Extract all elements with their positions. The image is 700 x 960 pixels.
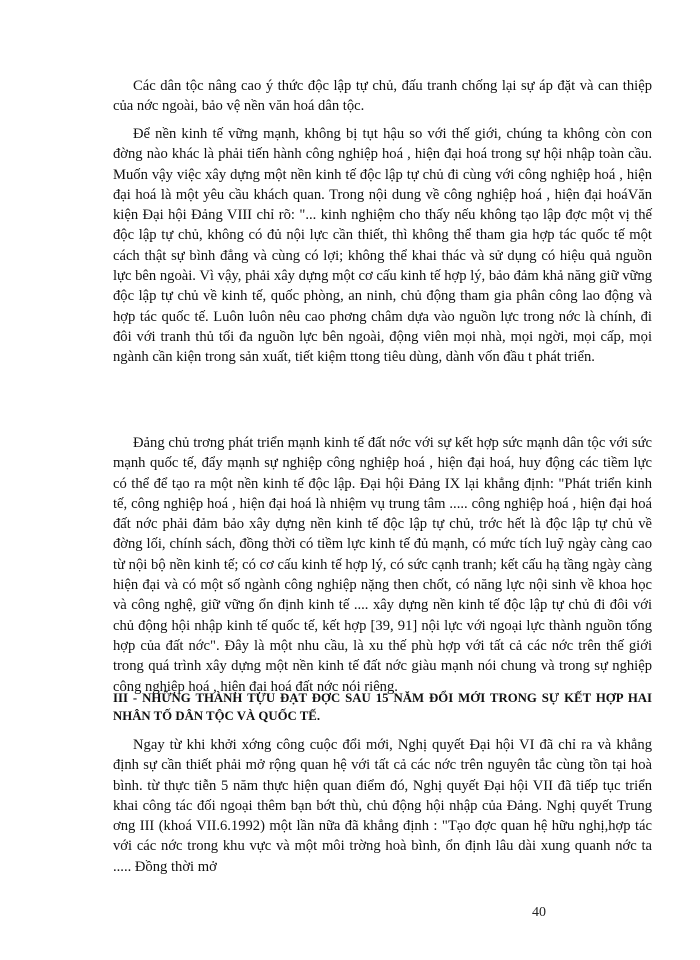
section-heading: III - NHỮNG THÀNH TỰU ĐẠT ĐỢC SAU 15 NĂM ĐỔI MỚI TRONG SỰ KẾT HỢP HAI NHÂN TỐ DÂN TỘC VÀ QUỐC TẾ.: [113, 691, 652, 723]
paragraph-1: Các dân tộc nâng cao ý thức độc lập tự chủ, đấu tranh chống lại sự áp đặt và can thiệp của nớc ngoài, bảo vệ nền văn hoá dân tộc.: [113, 78, 652, 115]
paragraph-3: Đảng chủ trơng phát triển mạnh kinh tế đất nớc với sự kết hợp sức mạnh dân tộc với sức mạnh quốc tế, đẩy mạnh sự nghiệp công nghiệp hoá , hiện đại hoá, huy động các tiềm lực có thể để tạo ra một nền kinh tế độc lập. Đại hội Đảng IX lại khẳng định: "Phát triển kinh tế, công nghiệp hoá , hiện đại hoá là nhiệm vụ trung tâm ..... công nghiệp hoá , hiện đại hoá đất nớc phải đảm bảo xây dựng nền kinh tế độc lập tự chủ, trớc hết là độc lập tự chủ về đờng lối, chính sách, đồng thời có tiềm lực kinh tế đủ mạnh, có mức tích luỹ ngày càng cao từ nội bộ nền kinh tế; có cơ cấu kinh tế hợp lý, có sức cạnh tranh; kết cấu hạ tầng ngày càng hiện đại và có một số ngành công nghiệp nặng then chốt, có năng lực nội sinh về khoa học và công nghệ, giữ vững ổn định kinh tế .... xây dựng nền kinh tế độc lập tự chủ đi đôi với chủ động hội nhập kinh tế quốc tế, kết hợp [39, 91] nội lực với ngoại lực thành nguồn tổng hợp của đất nớc". Đây là một nhu cầu, là xu thế phù hợp với tất cả các nớc trên thế giới trong quá trình xây dựng một nền kinh tế đất nớc giàu mạnh nói chung và trong sự nghiệp công nghiệp hoá , hiện đại hoá đất nớc nói riêng.: [113, 435, 652, 695]
paragraph-2: Để nền kinh tế vững mạnh, không bị tụt hậu so với thế giới, chúng ta không còn con đờng nào khác là phải tiến hành công nghiệp hoá , hiện đại hoá trong sự hội nhập toàn cầu. Muốn vậy việc xây dựng một nền kinh tế độc lập tự chủ đi cùng với công nghiệp hoá , hiện đại hoá là một yêu cầu khách quan. Trong nội dung về công nghiệp hoá , hiện đại hoáVăn kiện Đại hội Đảng VIII chỉ rõ: "... kinh nghiệm cho thấy nếu không tạo lập đợc một vị thế độc lập tự chủ, không có đủ nội lực cần thiết, thì không thể tham gia hợp tác quốc tế một cách thật sự bình đẳng và cùng có lợi; không thể khai thác và sử dụng có hiệu quả nguồn lực bên ngoài. Vì vậy, phải xây dựng một cơ cấu kinh tế hợp lý, bảo đảm khả năng giữ vững độc lập tự chủ về kinh tế, quốc phòng, an ninh, chủ động tham gia phân công lao động và hợp tác quốc tế. Luôn luôn nêu cao phơng châm dựa vào nguồn lực trong nớc là chính, đi đôi với tranh thủ tối đa nguồn lực bên ngoài, động viên mọi nhà, mọi ngời, mọi cấp, mọi ngành cần kiện trong sản xuất, tiết kiệm ttong tiêu dùng, dành vốn đầu t phát triển.: [113, 126, 652, 366]
paragraph-4: Ngay từ khi khởi xớng công cuộc đổi mới, Nghị quyết Đại hội VI đã chỉ ra và khẳng định sự cần thiết phải mở rộng quan hệ với tất cả các nớc trên nguyên tắc cùng tồn tại hoà bình. từ thực tiễn 5 năm thực hiện quan điểm đó, Nghị quyết Đại hội VII đã tiếp tục triển khai công tác đối ngoại thêm bạn bớt thù, chủ động hội nhập của Đảng. Nghị quyết Trung ơng III (khoá VII.6.1992) một lần nữa đã khẳng định : "Tạo đợc quan hệ hữu nghị,hợp tác với các nớc trong khu vực và một môi trờng hoà bình, ổn định lâu dài xung quanh nớc ta ..... Đồng thời mở: [113, 737, 652, 875]
page-number: 40: [532, 905, 546, 920]
